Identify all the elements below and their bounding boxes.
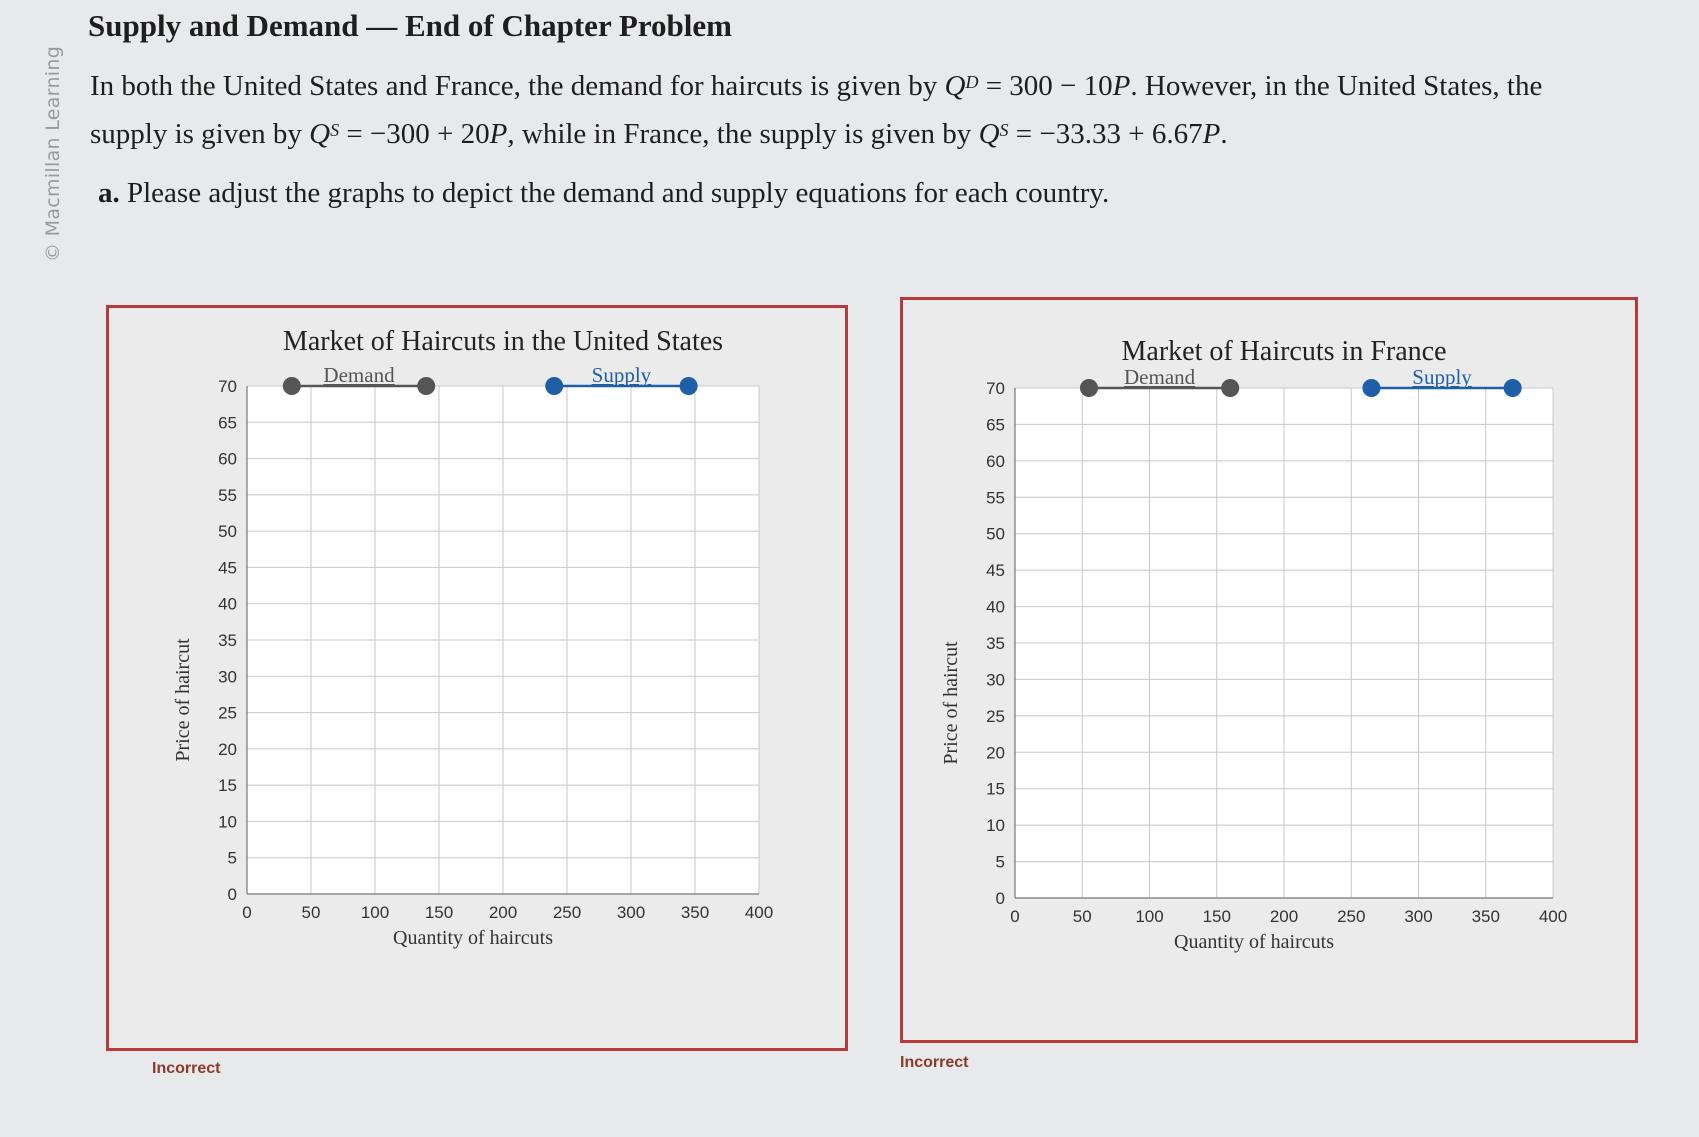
eq-sup: D: [965, 72, 979, 92]
supply-label: Supply: [591, 363, 652, 387]
x-tick-label: 300: [616, 903, 646, 922]
eq-rhs: = 300 − 10: [978, 70, 1113, 102]
y-tick-label: 70: [218, 377, 237, 396]
y-tick-label: 40: [986, 597, 1005, 617]
problem-text: .: [1220, 118, 1228, 150]
chart-title: Market of Haircuts in France: [1121, 336, 1447, 367]
demand-label: Demand: [1124, 365, 1196, 389]
y-tick-label: 10: [218, 812, 237, 832]
eq-var: P: [1202, 118, 1221, 150]
y-tick-label: 25: [218, 703, 237, 723]
x-tick-label: 250: [552, 903, 582, 922]
y-tick-label: 45: [986, 561, 1005, 581]
eq-var: P: [489, 118, 508, 150]
x-tick-label: 0: [1010, 907, 1020, 926]
y-tick-label: 35: [986, 634, 1005, 653]
x-tick-label: 200: [1269, 907, 1299, 926]
x-tick-label: 150: [424, 903, 454, 922]
eq-rhs: = −33.33 + 6.67: [1008, 118, 1203, 150]
y-tick-label: 20: [218, 739, 237, 759]
y-tick-label: 30: [218, 667, 237, 687]
france-incorrect-status: Incorrect: [900, 1054, 969, 1071]
y-tick-label: 60: [218, 449, 237, 469]
y-tick-label: 5: [995, 852, 1005, 872]
y-tick-label: 0: [995, 889, 1005, 908]
us-graph-panel: [106, 305, 848, 1051]
part-a-text: Please adjust the graphs to depict the demand and supply equations for each country.: [119, 177, 1110, 209]
x-tick-label: 350: [680, 903, 710, 922]
us-chart[interactable]: [109, 308, 845, 1048]
x-tick-label: 350: [1471, 907, 1500, 926]
y-tick-label: 55: [218, 485, 237, 505]
y-tick-label: 10: [986, 816, 1005, 836]
y-tick-label: 65: [986, 415, 1005, 435]
y-tick-label: 5: [227, 848, 237, 868]
france-graph-panel: [900, 297, 1638, 1043]
x-tick-label: 250: [1337, 907, 1366, 926]
eq-q: Q: [944, 70, 966, 102]
y-tick-label: 40: [218, 594, 237, 614]
x-tick-label: 50: [301, 903, 321, 922]
supply-label: Supply: [1412, 365, 1472, 389]
demand-label: Demand: [323, 363, 395, 387]
eq-q: Q: [978, 118, 1000, 150]
y-tick-label: 25: [986, 706, 1005, 726]
y-tick-label: 30: [986, 670, 1005, 690]
demand-handle-left[interactable]: [1080, 379, 1098, 397]
macmillan-watermark: © Macmillan Learning: [42, 45, 64, 262]
y-tick-label: 35: [218, 631, 237, 650]
problem-statement: [90, 62, 1650, 158]
y-tick-label: 50: [986, 524, 1005, 544]
x-tick-label: 100: [1135, 907, 1164, 926]
x-tick-label: 150: [1202, 907, 1231, 926]
france-chart[interactable]: [903, 300, 1635, 1040]
x-tick-label: 50: [1072, 907, 1092, 926]
y-tick-label: 45: [218, 558, 237, 578]
y-tick-label: 70: [986, 379, 1005, 398]
eq-q: Q: [309, 118, 331, 150]
eq-sup: S: [999, 120, 1009, 140]
problem-text: . However, in the United States, the: [1130, 70, 1543, 102]
x-axis-label: Quantity of haircuts: [393, 927, 553, 949]
y-tick-label: 15: [986, 779, 1005, 799]
page-title: Supply and Demand — End of Chapter Problem: [88, 8, 732, 43]
y-tick-label: 60: [986, 451, 1005, 471]
x-tick-label: 100: [360, 903, 390, 922]
x-axis-label: Quantity of haircuts: [1174, 931, 1334, 953]
eq-sup: S: [330, 120, 340, 140]
x-tick-label: 0: [242, 903, 252, 922]
y-axis-label: Price of haircut: [172, 638, 194, 762]
supply-handle-left[interactable]: [545, 377, 563, 395]
y-axis-label: Price of haircut: [940, 641, 962, 765]
x-tick-label: 400: [1538, 907, 1568, 926]
chart-title: Market of Haircuts in the United States: [282, 326, 724, 357]
eq-var: P: [1112, 70, 1131, 102]
x-tick-label: 400: [744, 903, 774, 922]
x-tick-label: 200: [488, 903, 518, 922]
problem-text: supply is given by: [90, 118, 310, 150]
supply-handle-right[interactable]: [1504, 379, 1522, 397]
us-incorrect-status: Incorrect: [152, 1060, 221, 1077]
demand-handle-left[interactable]: [283, 377, 301, 395]
supply-handle-left[interactable]: [1362, 379, 1380, 397]
demand-handle-right[interactable]: [1221, 379, 1239, 397]
eq-rhs: = −300 + 20: [339, 118, 490, 150]
y-tick-label: 15: [218, 776, 237, 796]
y-tick-label: 0: [227, 885, 237, 904]
y-tick-label: 55: [986, 488, 1005, 508]
y-tick-label: 50: [218, 522, 237, 542]
y-tick-label: 65: [218, 413, 237, 433]
y-tick-label: 20: [986, 743, 1005, 763]
problem-text: In both the United States and France, the demand for haircuts is given by: [90, 70, 945, 102]
part-a-label: a.: [98, 177, 120, 209]
supply-handle-right[interactable]: [680, 377, 698, 395]
problem-text: , while in France, the supply is given by: [507, 118, 979, 150]
part-a-instruction: [98, 177, 1109, 210]
x-tick-label: 300: [1404, 907, 1433, 926]
demand-handle-right[interactable]: [417, 377, 435, 395]
